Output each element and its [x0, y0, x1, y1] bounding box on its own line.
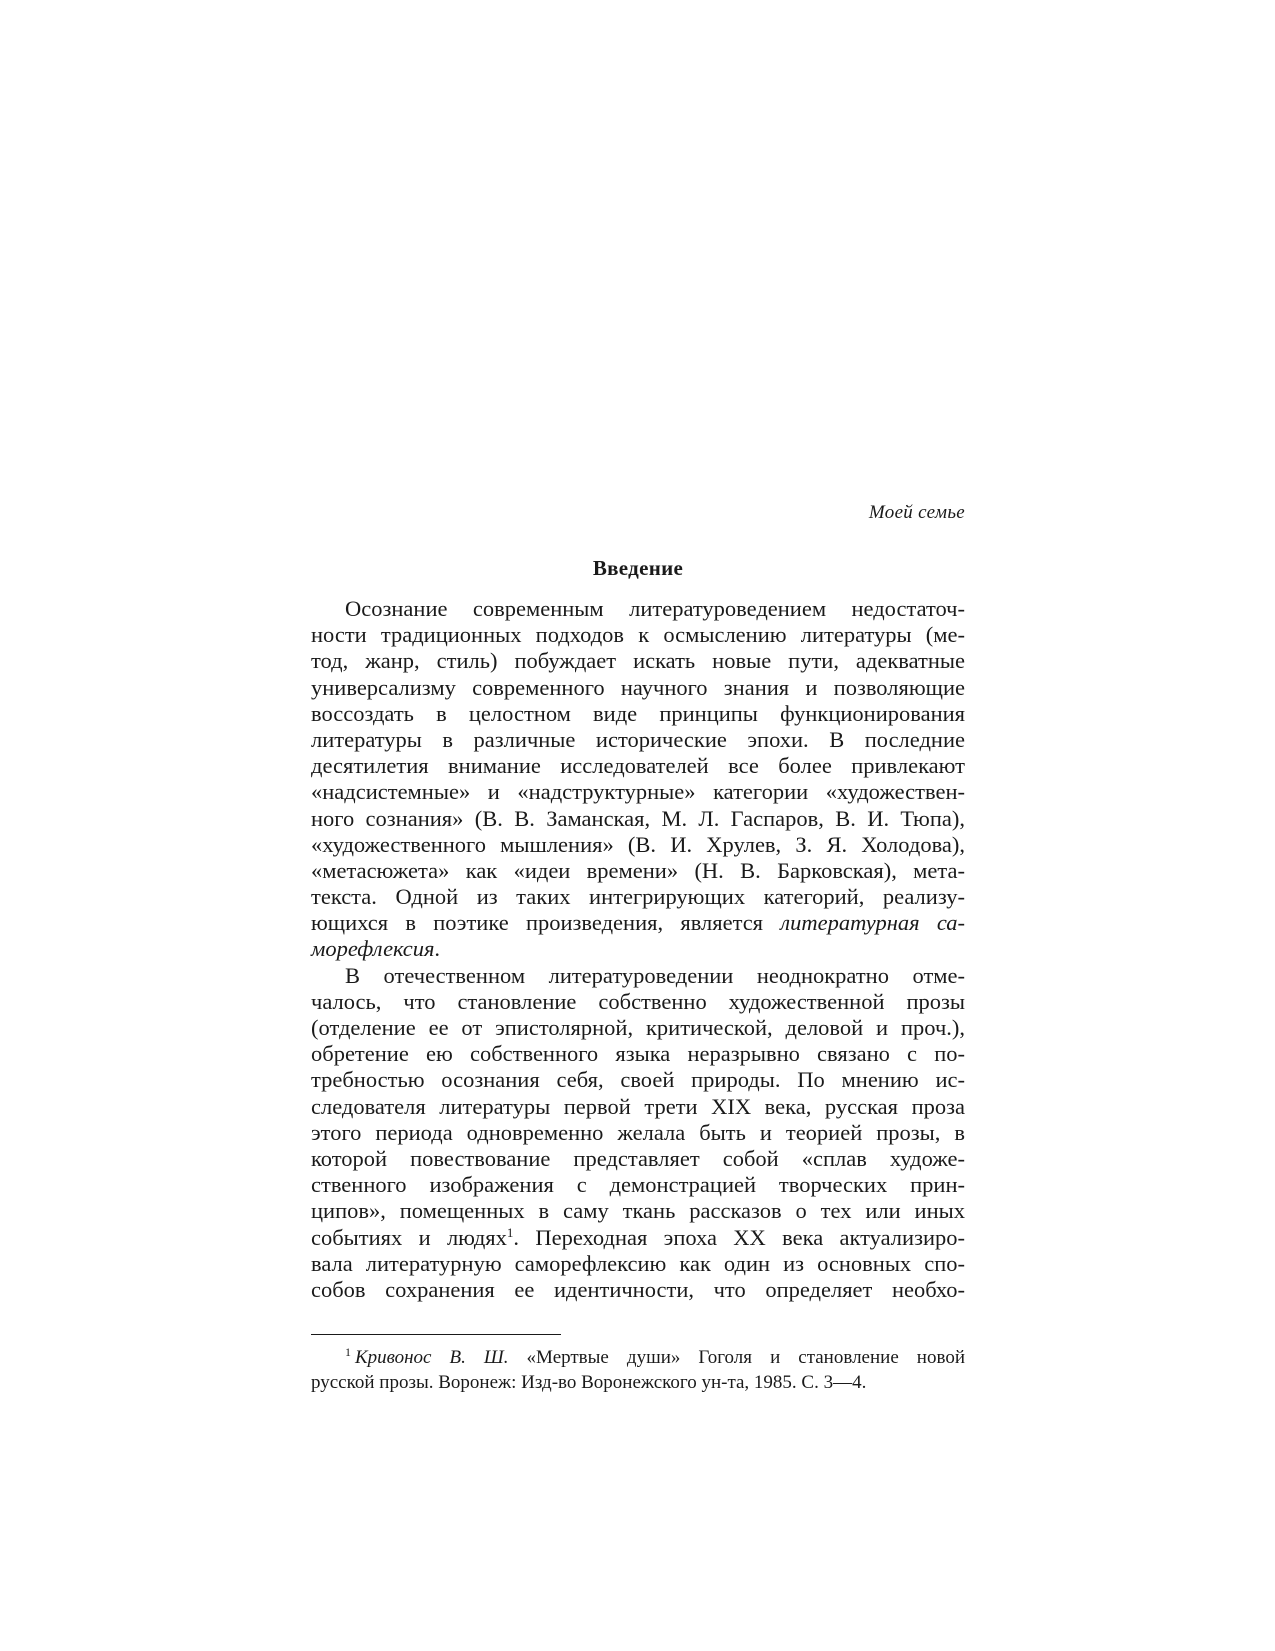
text-line [311, 936, 965, 962]
text-line: (отделение ее от эпистолярной, критической, деловой и проч.), [311, 1015, 965, 1040]
footnote-separator [311, 1334, 561, 1335]
text-line: этого периода одновременно желала быть и теорией прозы, в [311, 1119, 965, 1145]
text-line: тод, жанр, стиль) побуждает искать новые пути, адекватные [311, 648, 965, 674]
text-line: ности традиционных подходов к осмыслению литературы (ме- [311, 622, 965, 648]
text-line: воссоздать в целостном виде принципы функционирования [311, 700, 965, 726]
text-fragment: . Переходная эпоха XX века актуализиро- [513, 1224, 965, 1250]
italic-term: литературная са- [780, 910, 965, 936]
footnote-text: «Мертвые души» Гоголя и становление новой [508, 1347, 965, 1368]
footnote-reference: 1 [506, 1224, 514, 1240]
text-line: «художественного мышления» (В. И. Хрулев, З. Я. Холодова), [311, 831, 965, 857]
text-line [311, 1225, 965, 1251]
text-line: «метасюжета» как «идеи времени» (Н. В. Барковская), мета- [311, 857, 965, 883]
text-line: «надсистемные» и «надструктурные» категории «художествен- [311, 779, 965, 805]
text-line: В отечественном литературоведении неоднократно отме- [345, 962, 965, 988]
footnote-line [311, 1345, 965, 1370]
text-line: вала литературную саморефлексию как один из основных спо- [311, 1250, 965, 1276]
text-line: обретение ею собственного языка неразрывно связано с по- [311, 1041, 965, 1067]
text-line: собов сохранения ее идентичности, что определяет необхо- [311, 1276, 965, 1302]
text-line: ственного изображения с демонстрацией творческих прин- [311, 1172, 965, 1198]
text-line: следователя литературы первой трети XIX века, русская проза [311, 1093, 965, 1119]
chapter-title: Введение [592, 556, 684, 580]
text-line: ципов», помещенных в саму ткань рассказов о тех или иных [311, 1198, 965, 1224]
text-fragment: событиях и людях [311, 1224, 507, 1250]
text-line: требностью осознания себя, своей природы. По мнению ис- [311, 1067, 965, 1093]
text-fragment: ющихся в поэтике произведения, является [311, 910, 781, 936]
footnote-mark: 1 [345, 1345, 351, 1359]
text-line: универсализму современного научного знания и позволяющие [311, 674, 965, 700]
text-line: текста. Одной из таких интегрирующих категорий, реализу- [311, 884, 965, 910]
text-line: которой повествование представляет собой «сплав художе- [311, 1145, 965, 1171]
footnote [311, 1345, 965, 1395]
text-line: чалось, что становление собственно художественной прозы [311, 988, 965, 1014]
text-line [311, 910, 965, 936]
text-line: Осознание современным литературоведением недостаточ- [345, 596, 965, 621]
footnote-author: Кривонос В. Ш. [355, 1347, 509, 1368]
book-page [311, 0, 965, 1651]
text-fragment: . [434, 936, 441, 962]
italic-term: морефлексия [311, 936, 435, 962]
dedication: Моей семье [868, 502, 965, 523]
main-text [311, 596, 965, 1303]
text-line: десятилетия внимание исследователей все более привлекают [311, 753, 965, 779]
footnote-line: русской прозы. Воронеж: Изд-во Воронежского ун-та, 1985. С. 3—4. [311, 1372, 867, 1393]
text-line: ного сознания» (В. В. Заманская, М. Л. Гаспаров, В. И. Тюпа), [311, 805, 965, 831]
text-line: литературы в различные исторические эпохи. В последние [311, 726, 965, 752]
